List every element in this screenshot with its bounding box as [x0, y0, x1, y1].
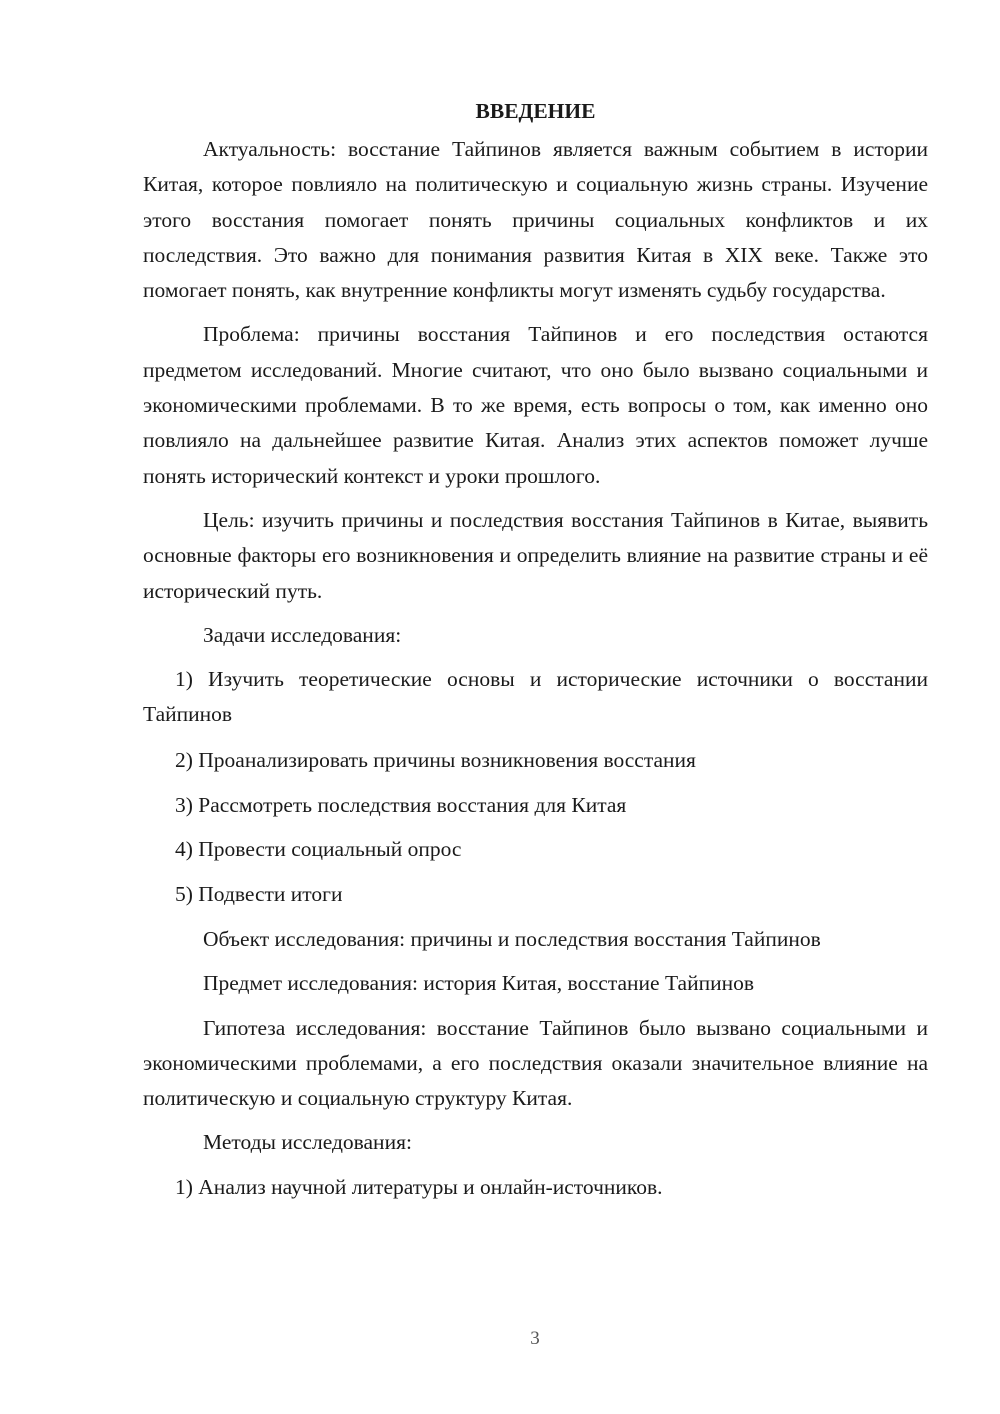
list-item: 5) Подвести итоги [175, 882, 343, 907]
hypothesis-paragraph: Гипотеза исследования: восстание Тайпинов было вызвано социальными и экономическими проблемами, а его последствия оказали значительное влияние на политическую и социальную структуру Китая. [143, 1015, 928, 1111]
goal-paragraph: Цель: изучить причины и последствия восстания Тайпинов в Китае, выявить основные факторы его возникновения и определить влияние на развитие страны и её исторический путь. [143, 507, 928, 603]
list-item: 2) Проанализировать причины возникновения восстания [175, 747, 696, 772]
tasks-heading: Задачи исследования: [203, 622, 402, 647]
methods-heading: Методы исследования: [203, 1130, 412, 1155]
object-line: Объект исследования: причины и последствия восстания Тайпинов [203, 926, 821, 951]
document-page [143, 96, 928, 1215]
page-number: 3 [530, 1328, 540, 1349]
relevance-paragraph: Актуальность: восстание Тайпинов является важным событием в истории Китая, которое повлияло на политическую и социальную жизнь страны. Изучение этого восстания помогает понять причины социальных конфликтов и их последствия. Это важно для понимания развития Китая в XIX веке. Также это помогает понять, как внутренние конфликты могут изменять судьбу государства. [143, 137, 928, 303]
list-item: 4) Провести социальный опрос [175, 837, 462, 862]
subject-line: Предмет исследования: история Китая, восстание Тайпинов [203, 971, 755, 996]
list-item: 1) Анализ научной литературы и онлайн-источников. [175, 1174, 663, 1199]
page-title: ВВЕДЕНИЕ [475, 99, 596, 123]
list-item: 3) Рассмотреть последствия восстания для Китая [175, 792, 627, 817]
problem-paragraph: Проблема: причины восстания Тайпинов и его последствия остаются предметом исследований. Многие считают, что оно было вызвано социальными и экономическими проблемами. В то же время, есть вопросы о том, как именно оно повлияло на дальнейшее развитие Китая. Анализ этих аспектов поможет лучше понять исторический контекст и уроки прошлого. [143, 322, 928, 488]
methods-list [143, 1170, 928, 1205]
list-item: 1) Изучить теоретические основы и исторические источники о восстании Тайпинов [143, 667, 928, 727]
tasks-list [143, 662, 928, 912]
